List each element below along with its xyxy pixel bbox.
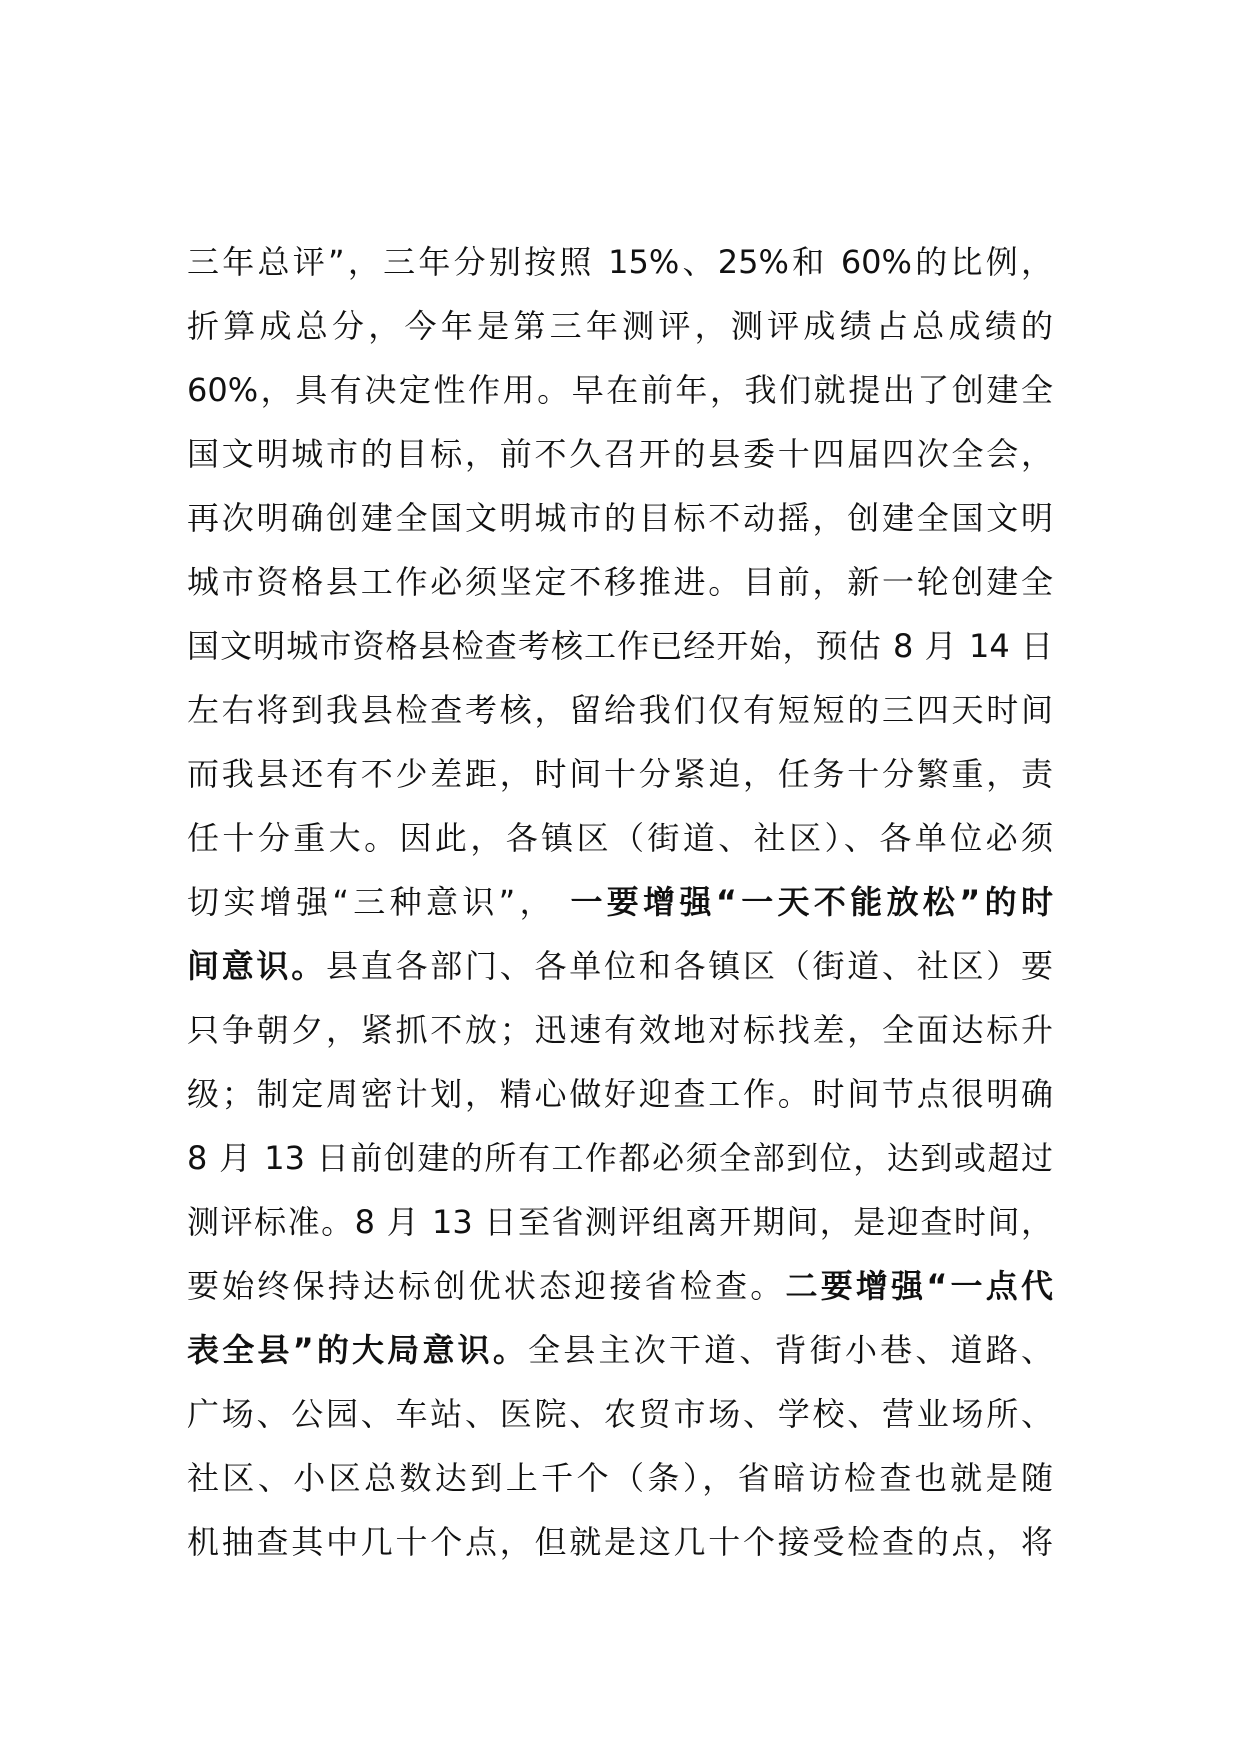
- text-segment: 级；制定周密计划，精心做好迎查工作。时间节点很明确: [187, 1075, 1053, 1113]
- text-line: [187, 422, 1053, 486]
- text-line: [187, 1254, 1053, 1318]
- text-segment: 全县主次干道、背街小巷、道路、: [528, 1331, 1053, 1369]
- text-segment: 8 月 13 日前创建的所有工作都必须全部到位，达到或超过: [187, 1139, 1053, 1177]
- text-segment: 再次明确创建全国文明城市的目标不动摇，创建全国文明: [187, 499, 1053, 537]
- text-line: [187, 230, 1053, 294]
- text-line: [187, 1382, 1053, 1446]
- text-segment: 只争朝夕，紧抓不放；迅速有效地对标找差，全面达标升: [187, 1011, 1053, 1049]
- text-segment: 测评标准。8 月 13 日至省测评组离开期间，是迎查时间，: [187, 1203, 1053, 1241]
- bold-text-segment: 二要增强“一点代: [785, 1267, 1053, 1305]
- text-segment: 折算成总分，今年是第三年测评，测评成绩占总成绩的: [187, 307, 1053, 345]
- text-segment: 任十分重大。因此，各镇区（街道、社区）、各单位必须: [187, 819, 1053, 857]
- text-segment: 国文明城市的目标，前不久召开的县委十四届四次全会，: [187, 435, 1053, 473]
- text-line: [187, 998, 1053, 1062]
- text-line: [187, 678, 1053, 742]
- text-segment: 城市资格县工作必须坚定不移推进。目前，新一轮创建全: [187, 563, 1053, 601]
- text-line: [187, 806, 1053, 870]
- text-line: [187, 1318, 1053, 1382]
- text-line: [187, 486, 1053, 550]
- text-line: [187, 934, 1053, 998]
- text-line: [187, 550, 1053, 614]
- text-line: [187, 870, 1053, 934]
- text-segment: 县直各部门、各单位和各镇区（街道、社区）要: [326, 947, 1053, 985]
- text-segment: 机抽查其中几十个点，但就是这几十个接受检查的点，将: [187, 1523, 1053, 1561]
- text-segment: 而我县还有不少差距，时间十分紧迫，任务十分繁重，责: [187, 755, 1053, 793]
- text-segment: 国文明城市资格县检查考核工作已经开始，预估 8 月 14 日: [187, 627, 1053, 665]
- text-line: [187, 1190, 1053, 1254]
- text-segment: 切实增强“三种意识”，: [187, 883, 571, 921]
- text-segment: 要始终保持达标创优状态迎接省检查。: [187, 1267, 786, 1305]
- text-line: [187, 358, 1053, 422]
- text-line: [187, 1510, 1053, 1574]
- text-segment: 社区、小区总数达到上千个（条），省暗访检查也就是随: [187, 1459, 1053, 1497]
- body-text: [187, 230, 1053, 1574]
- text-line: [187, 1062, 1053, 1126]
- text-segment: 60%，具有决定性作用。早在前年，我们就提出了创建全: [187, 371, 1053, 409]
- text-line: [187, 1126, 1053, 1190]
- text-segment: 三年总评”，三年分别按照 15%、25%和 60%的比例，: [187, 243, 1053, 281]
- bold-text-segment: 表全县”的大局意识。: [187, 1331, 529, 1369]
- text-segment: 广场、公园、车站、医院、农贸市场、学校、营业场所、: [187, 1395, 1053, 1433]
- text-segment: 左右将到我县检查考核，留给我们仅有短短的三四天时间: [187, 691, 1053, 729]
- text-line: [187, 1446, 1053, 1510]
- text-line: [187, 294, 1053, 358]
- bold-text-segment: 一要增强“一天不能放松”的时: [570, 883, 1053, 921]
- text-line: [187, 614, 1053, 678]
- bold-text-segment: 间意识。: [187, 947, 326, 985]
- text-line: [187, 742, 1053, 806]
